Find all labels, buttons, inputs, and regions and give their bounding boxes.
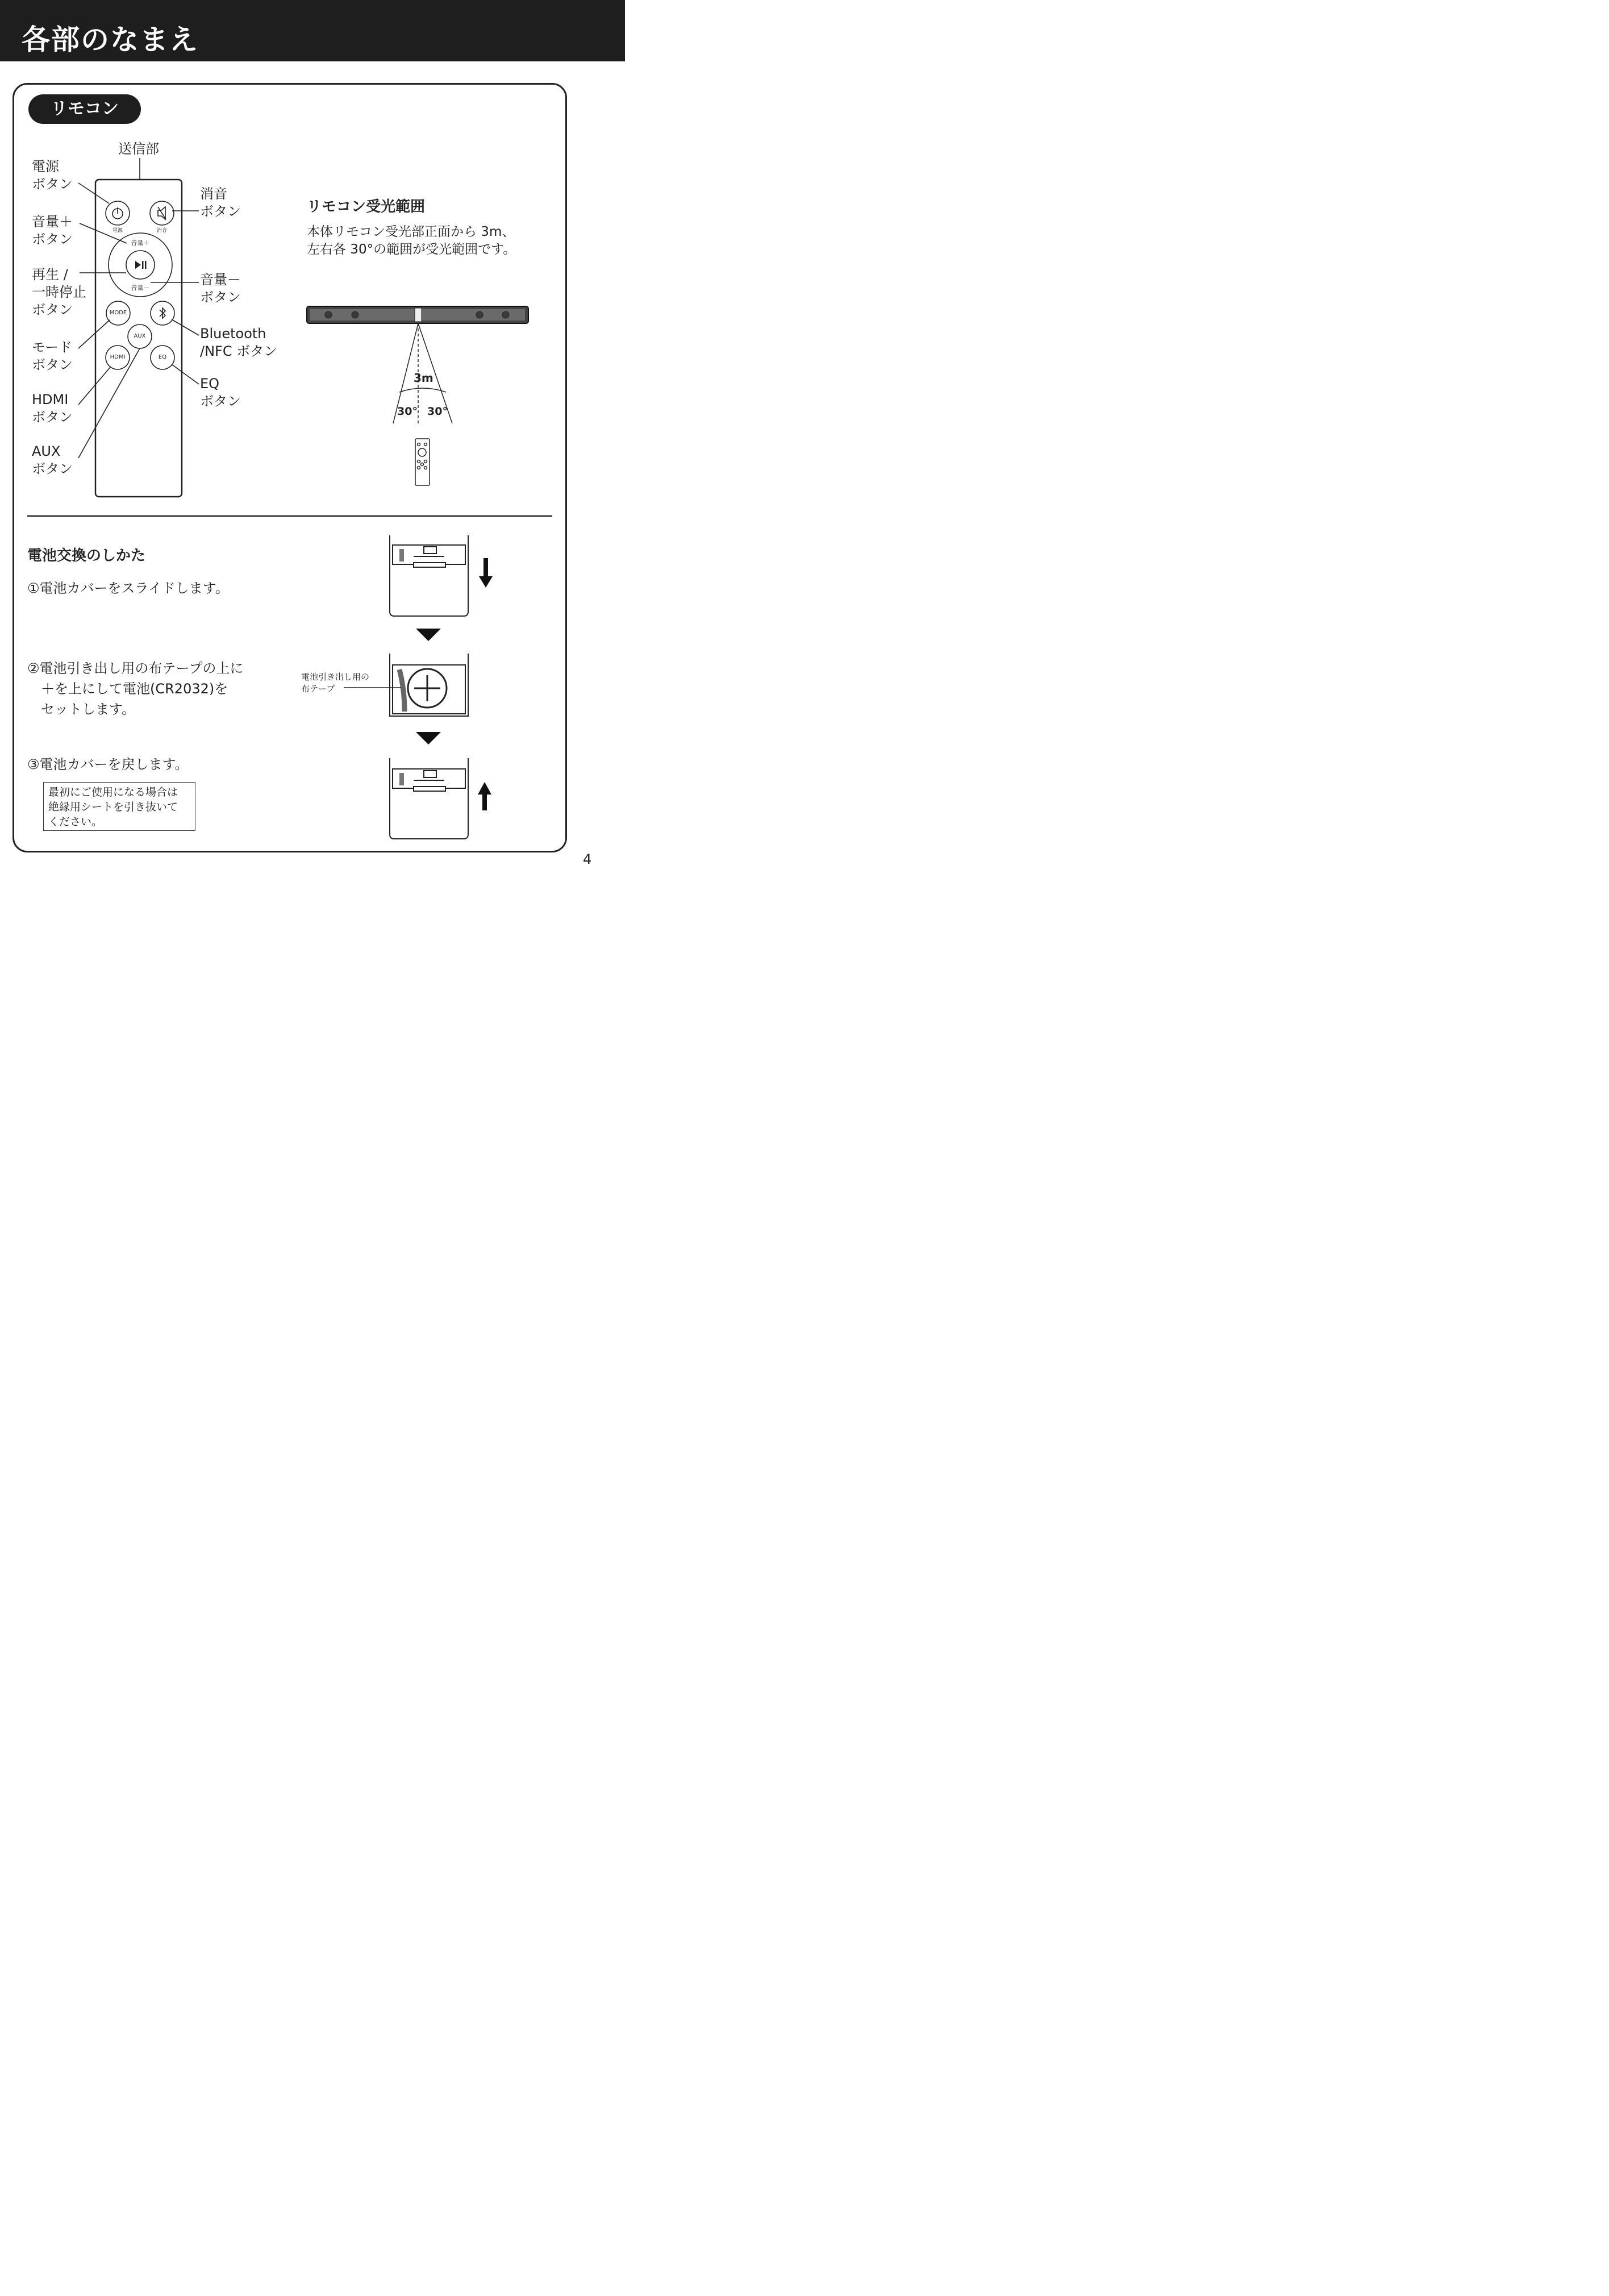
mute-button-sublabel: 消音 [156,228,167,234]
power-button-sublabel: 電源 [112,228,123,234]
power-callout: 電源 ボタン [32,159,73,192]
small-remote [415,439,430,485]
volume-up-button: 音量＋ [131,239,150,247]
page-number: 4 [583,851,592,867]
eq-callout: EQ ボタン [200,376,241,409]
tape-label: 電池引き出し用の 布テープ [301,672,370,694]
section-label: リモコン [28,94,141,124]
angle-right: 30° [427,405,448,418]
battery-step1-illustration [390,535,468,616]
battery-step2-illustration [390,654,468,716]
angle-left: 30° [397,405,418,418]
play-pause-callout: 再生 / 一時停止 ボタン [32,267,86,318]
volume-down-callout: 音量－ ボタン [200,272,241,305]
mode-button-label: MODE [109,310,127,316]
hdmi-callout: HDMI ボタン [32,392,73,425]
battery-heading: 電池交換のしかた [27,547,146,564]
volume-up-callout: 音量＋ ボタン [32,214,73,247]
page-title: 各部のなまえ [22,23,199,56]
aux-button-label: AUX [134,333,146,339]
mute-callout: 消音 ボタン [200,186,241,219]
battery-step3-illustration [390,758,468,839]
ir-receiver [415,308,422,322]
range-distance: 3m [414,371,433,385]
battery-step-2: ②電池引き出し用の布テープの上に ＋を上にして電池(CR2032)を セットします。 [27,660,244,717]
bluetooth-callout: Bluetooth /NFC ボタン [200,326,278,359]
range-heading: リモコン受光範囲 [307,198,426,215]
range-description: 本体リモコン受光部正面から 3m、 左右各 30°の範囲が受光範囲です。 [307,224,516,257]
aux-callout: AUX ボタン [32,443,73,477]
bluetooth-icon [160,308,165,318]
battery-step-1: ①電池カバーをスライドします。 [27,580,229,596]
hdmi-button-label: HDMI [110,354,126,360]
volume-down-button: 音量－ [131,284,150,292]
insulation-sheet-notice: 最初にご使用になる場合は 絶縁用シートを引き抜いて ください。 [43,782,195,831]
mode-callout: モード ボタン [32,339,73,373]
transmitter-label: 送信部 [118,141,159,157]
battery-step-3: ③電池カバーを戻します。 [27,756,189,772]
eq-button-label: EQ [158,354,167,360]
